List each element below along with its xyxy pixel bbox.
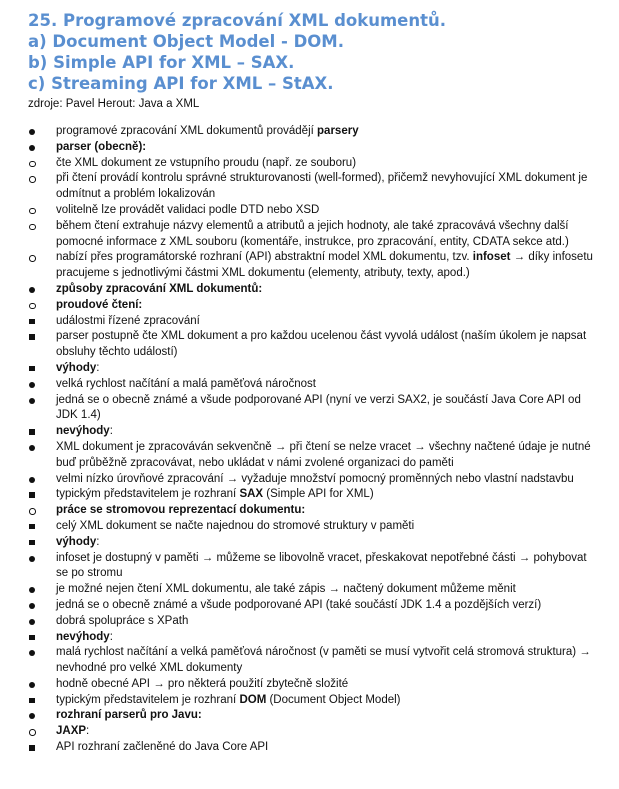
disc-bullet-icon <box>29 445 35 451</box>
item-text: → díky infosetu pracujeme s jednotlivými částmi XML dokumentu (elementy, atributy, texty, apod.) <box>56 251 593 280</box>
bold-text: výhody <box>56 361 97 374</box>
bold-text: způsoby zpracování XML dokumentů: <box>56 282 263 295</box>
bold-text: DOM <box>239 693 267 706</box>
circle-bullet-icon <box>29 208 36 215</box>
list-item <box>28 124 597 140</box>
list-item <box>28 171 597 203</box>
list-item <box>28 472 597 488</box>
disc-bullet-icon <box>29 477 35 483</box>
list-item <box>28 282 597 298</box>
source-line: zdroje: Pavel Herout: Java a XML <box>28 98 200 110</box>
bold-text: nevýhody <box>56 630 110 643</box>
disc-bullet-icon <box>29 145 35 151</box>
circle-bullet-icon <box>29 224 36 231</box>
item-text: : <box>86 725 90 738</box>
item-text: dobrá spolupráce s XPath <box>56 614 189 627</box>
list-item <box>28 582 597 598</box>
list-item <box>28 440 597 472</box>
list-item <box>28 519 597 535</box>
bold-text: parser (obecně): <box>56 140 147 153</box>
list-item <box>28 393 597 425</box>
list-item <box>28 503 597 519</box>
item-text: událostmi řízené zpracování <box>56 314 200 327</box>
list-item <box>28 677 597 693</box>
list-item <box>28 329 597 361</box>
list-item <box>28 140 597 156</box>
item-text: : <box>109 630 113 643</box>
square-bullet-icon <box>29 524 35 530</box>
square-bullet-icon <box>29 319 35 325</box>
document-title <box>28 10 597 94</box>
circle-bullet-icon <box>29 303 36 310</box>
item-text: (Simple API for XML) <box>263 488 374 501</box>
list-item <box>28 551 597 583</box>
disc-bullet-icon <box>29 650 35 656</box>
item-text: velmi nízko úrovňové zpracování → vyžaduje množství pomocný proměnných nebo vlastní nadstavbu <box>56 472 574 485</box>
disc-bullet-icon <box>29 619 35 625</box>
bold-text: rozhraní parserů pro Javu: <box>56 709 202 722</box>
list-item <box>28 535 597 551</box>
item-text: typickým představitelem je rozhraní <box>56 488 240 501</box>
item-text: čte XML dokument ze vstupního proudu (např. ze souboru) <box>56 156 357 169</box>
list-item <box>28 156 597 172</box>
bold-text: výhody <box>56 535 97 548</box>
item-text: malá rychlost načítání a velká paměťová náročnost (v paměti se musí vytvořit celá stromová struktura) → nevhodné pro velké XML dokumenty <box>56 646 591 675</box>
list-item <box>28 614 597 630</box>
item-text: volitelně lze provádět validaci podle DTD nebo XSD <box>56 203 320 216</box>
disc-bullet-icon <box>29 556 35 562</box>
disc-bullet-icon <box>29 587 35 593</box>
list-item <box>28 598 597 614</box>
list-item <box>28 298 597 314</box>
list-item <box>28 724 597 740</box>
item-text: při čtení provádí kontrolu správné strukturovanosti (well-formed), přičemž nevyhovující XML dokument je odmítnut a problém lokalizován <box>56 172 588 201</box>
item-text: celý XML dokument se načte najednou do stromové struktury v paměti <box>56 519 415 532</box>
disc-bullet-icon <box>29 382 35 388</box>
square-bullet-icon <box>29 334 35 340</box>
disc-bullet-icon <box>29 287 35 293</box>
circle-bullet-icon <box>29 161 36 168</box>
list-item <box>28 361 597 377</box>
item-text: během čtení extrahuje názvy elementů a atributů a jejich hodnoty, ale také zpracovává všechny další pomocné informace z XML souboru (komentáře, instrukce, pro zpracování, entity, CDATA sekce atd.) <box>56 219 569 248</box>
square-bullet-icon <box>29 366 35 372</box>
item-text: : <box>96 361 100 374</box>
title-line: b) Simple API for XML – SAX. <box>28 53 295 72</box>
item-text: parser postupně čte XML dokument a pro každou ucelenou část vyvolá událost (naším úkolem je napsat obsluhy těchto událostí) <box>56 330 587 359</box>
list-item <box>28 314 597 330</box>
square-bullet-icon <box>29 540 35 546</box>
list-item <box>28 377 597 393</box>
disc-bullet-icon <box>29 682 35 688</box>
item-text: typickým představitelem je rozhraní <box>56 693 240 706</box>
square-bullet-icon <box>29 429 35 435</box>
bold-text: nevýhody <box>56 425 110 438</box>
square-bullet-icon <box>29 745 35 751</box>
circle-bullet-icon <box>29 255 36 262</box>
square-bullet-icon <box>29 698 35 704</box>
item-text: API rozhraní začleněné do Java Core API <box>56 741 269 754</box>
bold-text: proudové čtení: <box>56 298 143 311</box>
circle-bullet-icon <box>29 176 36 183</box>
item-text: : <box>96 535 100 548</box>
item-text: hodně obecné API → pro některá použití zbytečně složité <box>56 677 349 690</box>
square-bullet-icon <box>29 635 35 641</box>
list-item <box>28 740 597 756</box>
disc-bullet-icon <box>29 713 35 719</box>
list-item <box>28 250 597 282</box>
title-line: a) Document Object Model - DOM. <box>28 32 344 51</box>
title-line: c) Streaming API for XML – StAX. <box>28 74 334 93</box>
bold-text: infoset <box>472 251 511 264</box>
bullet-list <box>28 124 597 756</box>
bold-text: SAX <box>239 488 264 501</box>
item-text: velká rychlost načítání a malá paměťová náročnost <box>56 377 317 390</box>
circle-bullet-icon <box>29 729 36 736</box>
list-item <box>28 219 597 251</box>
item-text: XML dokument je zpracováván sekvenčně → při čtení se nelze vracet → všechny načtené údaje je nutné buď průběžně zpracovávat, nebo ukládat v námi zvolené organizaci do paměti <box>56 440 591 469</box>
list-item <box>28 708 597 724</box>
bold-text: práce se stromovou reprezentací dokumentu: <box>56 504 306 517</box>
item-text: jedná se o obecně známé a všude podporované API (také součástí JDK 1.4 a pozdějších verzí) <box>56 598 542 611</box>
list-item <box>28 693 597 709</box>
disc-bullet-icon <box>29 603 35 609</box>
circle-bullet-icon <box>29 508 36 515</box>
item-text: je možné nejen čtení XML dokumentu, ale také zápis → načtený dokument můžeme měnit <box>56 583 516 596</box>
square-bullet-icon <box>29 492 35 498</box>
list-item <box>28 487 597 503</box>
list-item <box>28 424 597 440</box>
list-item <box>28 630 597 646</box>
item-text: jedná se o obecně známé a všude podporované API (nyní ve verzi SAX2, je součástí Java Core API od JDK 1.4) <box>56 393 581 422</box>
item-text: infoset je dostupný v paměti → můžeme se libovolně vracet, přeskakovat nepotřebné části → pohybovat se po stromu <box>56 551 587 580</box>
disc-bullet-icon <box>29 129 35 135</box>
disc-bullet-icon <box>29 398 35 404</box>
list-item <box>28 645 597 677</box>
item-text: (Document Object Model) <box>266 693 401 706</box>
title-line: 25. Programové zpracování XML dokumentů. <box>28 11 446 30</box>
item-text: : <box>109 425 113 438</box>
bold-text: parsery <box>317 125 359 137</box>
item-text: nabízí přes programátorské rozhraní (API) abstraktní model XML dokumentu, tzv. <box>56 251 473 264</box>
item-text: programové zpracování XML dokumentů provádějí <box>56 125 318 137</box>
bold-text: JAXP <box>56 725 87 738</box>
list-item <box>28 203 597 219</box>
